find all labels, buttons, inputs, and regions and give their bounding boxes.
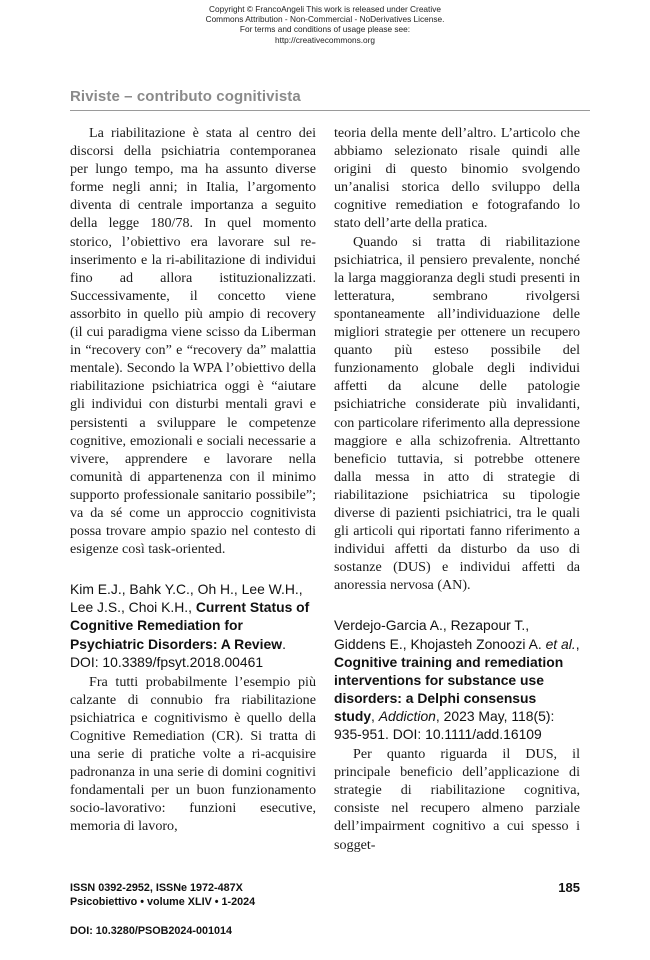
section-label: Riviste – contributo cognitivista xyxy=(70,88,301,105)
body-paragraph: La riabilitazione è stata al centro dei discorsi della psichiatria contemporanea per lungo tempo, ma ha assunto diverse forme negli anni; in Italia, l’argomento diventa di centrale importanza a seguito della legge 180/78. In quel momento storico, l’obiettivo era lavorare sul re-inserimento e la ri-abilitazione di individui fino ad allora istituzionalizzati. Successivamente, il concetto viene assorbito in quello più ampio di recovery (il cui paradigma viene scisso da Liberman in “recovery con” e “recovery da” malattia mentale). Secondo la WPA l’obiettivo della riabilitazione psichiatrica oggi è “aiutare gli individui con disturbi mentali gravi e persistenti a sviluppare le competenze cognitive, emozionali e sociali necessarie a vivere, apprendere e lavorare nella comunità di appartenenza con il minimo supporto professionale sanitario possibile”; va da sé come un approccio cognitivista possa trovare ampio spazio nel contesto di esigenze così task-oriented. xyxy=(70,125,316,558)
body-paragraph: Fra tutti probabilmente l’esempio più calzante di connubio fra riabilitazione psichiatrica e cognitivismo è quello della Cognitive Remediation (CR). Si tratta di una serie di pratiche volte a ri-acquisire padronanza in una serie di domini cognitivi fondamentali per un buon funzionamento socio-lavorativo: funzioni esecutive, memoria di lavoro, xyxy=(70,673,316,835)
reference-journal: Addiction xyxy=(378,707,436,724)
reference-separator: , xyxy=(371,707,379,724)
reference-comma: , xyxy=(575,635,580,652)
copyright-line: For terms and conditions of usage please see: xyxy=(239,24,411,35)
body-paragraph: Per quanto riguarda il DUS, il principale beneficio dell’applicazione di strategie di riabilitazione cognitiva, consiste nel recupero almeno parziale dell’impairment cognitivo a cui spesso i sogget- xyxy=(334,746,580,853)
footer-issn: ISSN 0392-2952, ISSNe 1972-487X xyxy=(70,882,243,894)
footer-journal-info: Psicobiettivo • volume XLIV • 1-2024 xyxy=(70,896,256,908)
body-paragraph: teoria della mente dell’altro. L’articolo che abbiamo selezionato risale quindi alle origini di questo binomio svolgendo un’analisi storica dello sviluppo della cognitive remediation e fotografando lo stato dell’arte della pratica. xyxy=(334,125,580,232)
right-column xyxy=(334,124,580,854)
reference-authors: Kim E.J., Bahk Y.C., Oh H., Lee W.H., Lee J.S., Choi K.H., xyxy=(70,581,303,616)
copyright-link[interactable]: http://creativecommons.org xyxy=(274,34,376,45)
reference-citation xyxy=(334,616,580,743)
copyright-line: Commons Attribution - Non-Commercial - NoDerivatives License. xyxy=(205,14,445,25)
reference-title: Cognitive training and remediation interventions for substance use disorders: a Delphi consensus study xyxy=(334,653,564,724)
reference-doi[interactable]: . DOI: 10.3389/fpsyt.2018.00461 xyxy=(70,635,286,670)
copyright-notice xyxy=(0,4,650,45)
body-paragraph: Quando si tratta di riabilitazione psichiatrica, il pensiero prevalente, nonché la larga maggioranza degli studi presenti in letteratura, sembrano rivolgersi spontaneamente all’individuazione delle migliori strategie per ottenere un recupero quanto più esteso possibile del funzionamento globale degli individui affetti da alcune delle patologie psichiatriche considerate più invalidanti, con particolare riferimento alla depressione maggiore e alla schizofrenia. Altrettanto beneficio tuttavia, si potrebbe ottenere dalla messa in atto di strategie di riabilitazione psichiatrica su tipologie diverse di pazienti psichiatrici, tra le quali gli articoli qui riportati fanno riferimento a individui affetti da disturbo da uso di sostanze (DUS) e individui affetti da anoressia nervosa (AN). xyxy=(334,233,580,594)
reference-details[interactable]: , 2023 May, 118(5): 935-951. DOI: 10.1111/add.16109 xyxy=(334,707,555,742)
left-column xyxy=(70,124,316,836)
reference-et-al: et al. xyxy=(545,635,576,652)
header-divider xyxy=(70,110,590,111)
reference-citation xyxy=(70,580,316,670)
footer-doi[interactable]: DOI: 10.3280/PSOB2024-001014 xyxy=(70,925,233,937)
copyright-line: Copyright © FrancoAngeli This work is released under Creative xyxy=(209,4,441,14)
reference-title: Current Status of Cognitive Remediation for Psychiatric Disorders: A Review xyxy=(70,599,310,652)
page-number: 185 xyxy=(558,880,580,895)
footer-publication-info xyxy=(70,881,255,909)
reference-authors: Verdejo-Garcia A., Rezapour T., Giddens E., Khojasteh Zonoozi A. xyxy=(334,617,542,652)
